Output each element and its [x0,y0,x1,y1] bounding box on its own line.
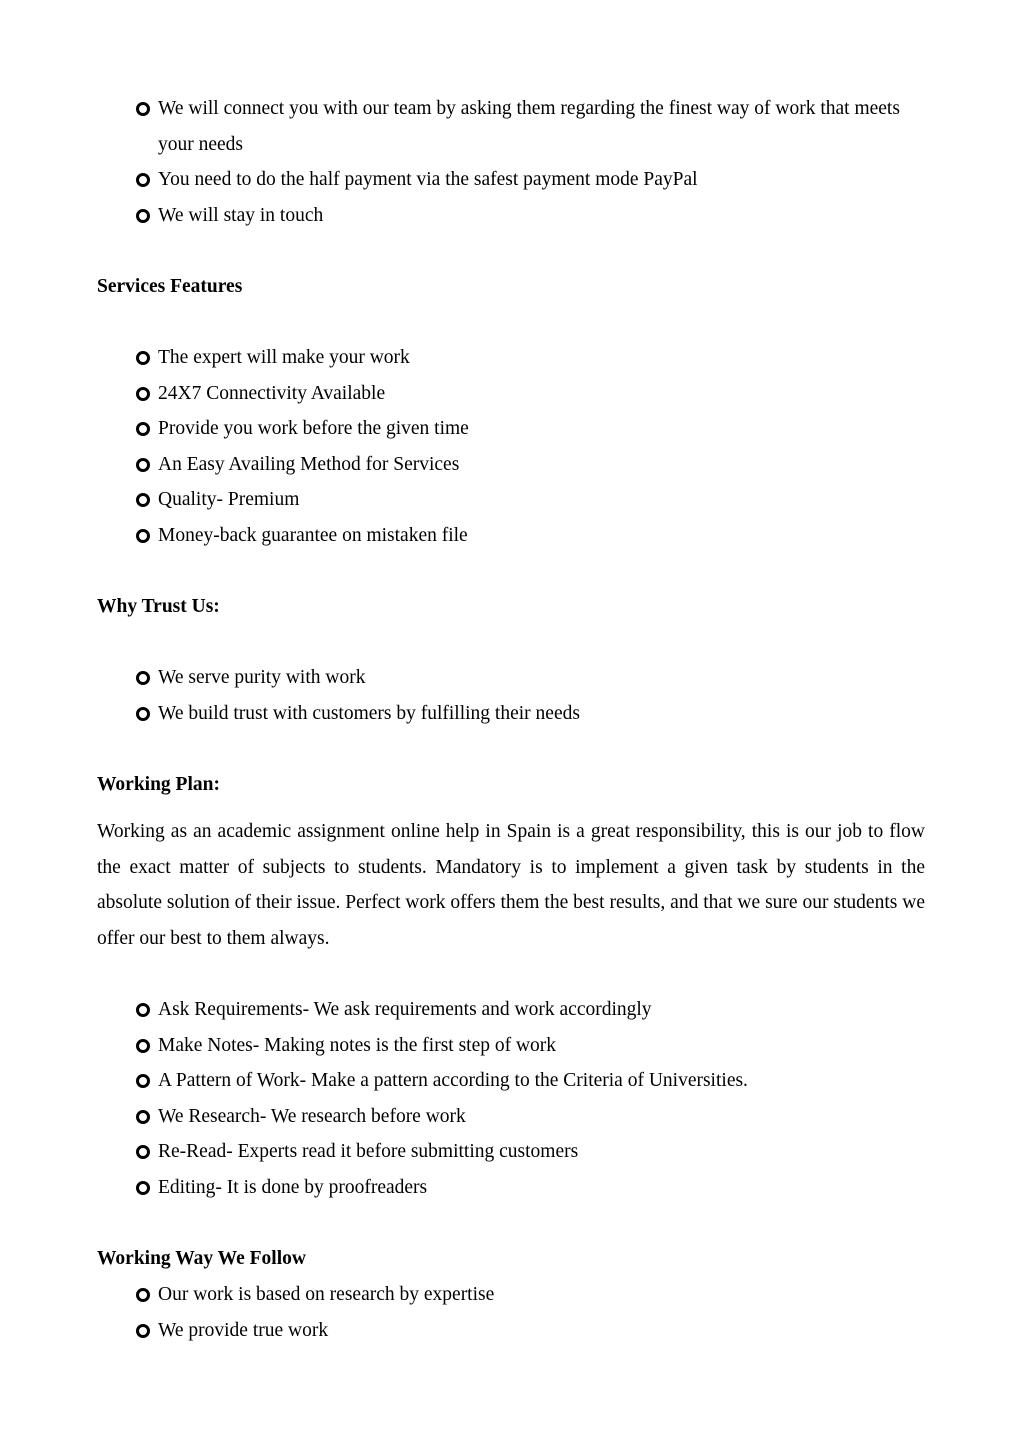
circle-bullet-icon [136,707,150,721]
list-item: Quality- Premium [136,482,928,518]
circle-bullet-icon [136,529,150,543]
working-plan-list [136,992,928,1206]
working-plan-heading: Working Plan: [97,774,220,795]
list-item: You need to do the half payment via the safest payment mode PayPal [136,162,928,198]
why-trust-heading: Why Trust Us: [97,596,220,617]
circle-bullet-icon [136,1288,150,1302]
list-item: We serve purity with work [136,660,928,696]
working-plan-paragraph: Working as an academic assignment online help in Spain is a great responsibility, this is our job to flow the exact matter of subjects to students. Mandatory is to implement a given task by students in the absolute solution of their issue. Perfect work offers them the best results, and that we sure our students we offer our best to them always. [97,821,925,949]
circle-bullet-icon [136,422,150,436]
working-way-list [136,1277,928,1348]
circle-bullet-icon [136,1324,150,1338]
list-item: We build trust with customers by fulfilling their needs [136,696,928,732]
circle-bullet-icon [136,1145,150,1159]
why-trust-list [136,660,928,731]
list-item: Make Notes- Making notes is the first step of work [136,1028,928,1064]
circle-bullet-icon [136,1181,150,1195]
list-item: We will connect you with our team by asking them regarding the finest way of work that meets your needs [136,91,928,162]
list-item: Provide you work before the given time [136,411,928,447]
list-item: Our work is based on research by expertise [136,1277,928,1313]
list-item: We provide true work [136,1313,928,1349]
circle-bullet-icon [136,1039,150,1053]
list-item: We will stay in touch [136,198,928,234]
services-features-list [136,340,928,554]
list-item: The expert will make your work [136,340,928,376]
list-item: We Research- We research before work [136,1099,928,1135]
circle-bullet-icon [136,351,150,365]
circle-bullet-icon [136,671,150,685]
circle-bullet-icon [136,1003,150,1017]
circle-bullet-icon [136,1074,150,1088]
working-way-heading: Working Way We Follow [97,1248,306,1269]
circle-bullet-icon [136,493,150,507]
list-item: Editing- It is done by proofreaders [136,1170,928,1206]
circle-bullet-icon [136,102,150,116]
list-item: An Easy Availing Method for Services [136,447,928,483]
circle-bullet-icon [136,173,150,187]
services-features-heading: Services Features [97,276,243,297]
circle-bullet-icon [136,1110,150,1124]
list-item: Re-Read- Experts read it before submitting customers [136,1134,928,1170]
intro-bullet-list [136,91,928,233]
circle-bullet-icon [136,209,150,223]
circle-bullet-icon [136,458,150,472]
list-item: Ask Requirements- We ask requirements and work accordingly [136,992,928,1028]
list-item: 24X7 Connectivity Available [136,376,928,412]
list-item: A Pattern of Work- Make a pattern according to the Criteria of Universities. [136,1063,928,1099]
list-item: Money-back guarantee on mistaken file [136,518,928,554]
circle-bullet-icon [136,387,150,401]
